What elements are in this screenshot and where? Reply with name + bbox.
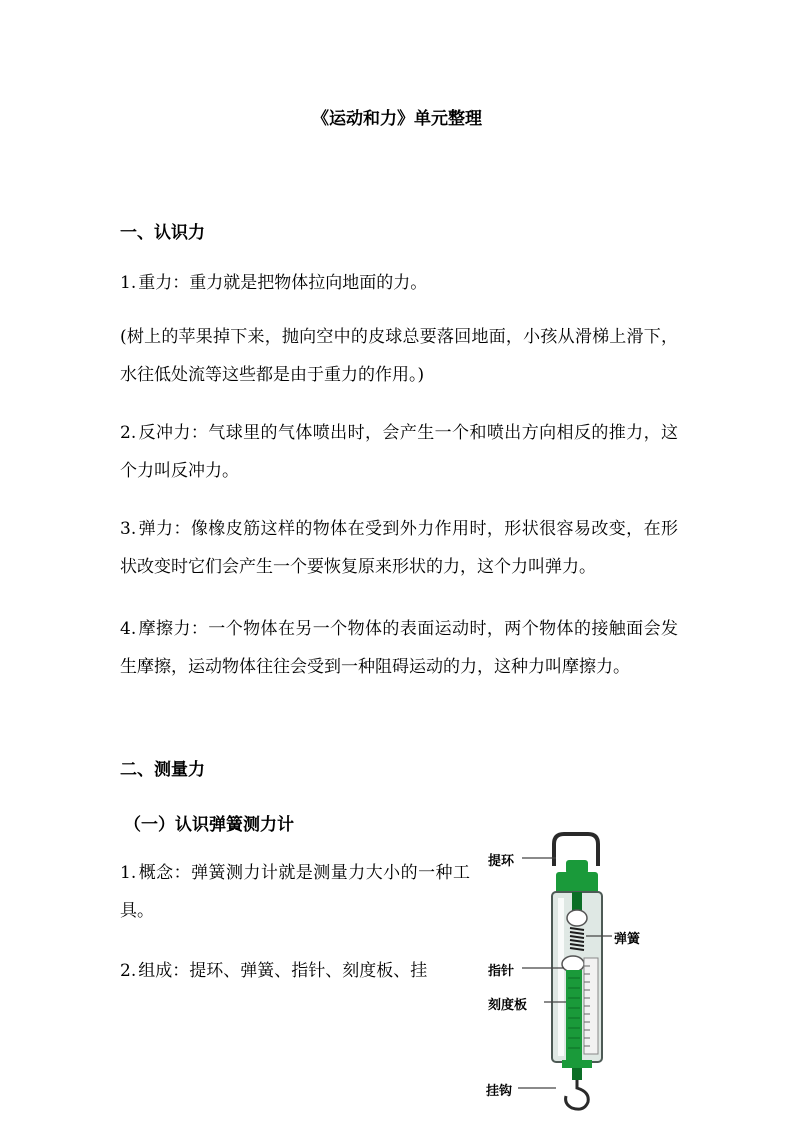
item-composition bbox=[120, 952, 470, 990]
rod-top bbox=[572, 892, 582, 912]
item-number: 2. bbox=[120, 423, 137, 443]
page-title: 《运动和力》单元整理 bbox=[312, 109, 482, 129]
label-hook: 挂钩 bbox=[486, 1084, 513, 1099]
item-number: 3. bbox=[120, 519, 137, 539]
section-heading-measure-force: 二、测量力 bbox=[120, 760, 205, 780]
upper-ring bbox=[567, 910, 587, 926]
item-text: 反冲力：气球里的气体喷出时，会产生一个和喷出方向相反的推力，这个力叫反冲力。 bbox=[120, 423, 678, 481]
item-elastic-force bbox=[120, 510, 678, 586]
bottom-cap bbox=[562, 1060, 592, 1068]
top-cap bbox=[566, 860, 588, 874]
section-heading-recognize-force: 一、认识力 bbox=[120, 223, 205, 243]
spring-scale-figure bbox=[486, 826, 656, 1116]
item-gravity bbox=[120, 264, 678, 302]
bottom-rod bbox=[572, 1068, 582, 1080]
inner-rod bbox=[566, 970, 582, 1060]
pointer-ring bbox=[562, 956, 584, 972]
label-ring: 提环 bbox=[488, 854, 515, 869]
subheading-spring-scale: （一）认识弹簧测力计 bbox=[124, 815, 294, 835]
hook bbox=[566, 1080, 589, 1109]
tube-highlight bbox=[558, 898, 564, 1056]
top-block bbox=[556, 872, 598, 894]
item-friction bbox=[120, 610, 678, 686]
label-pointer: 指针 bbox=[488, 964, 515, 979]
item-number: 2. bbox=[120, 961, 137, 981]
item-number: 4. bbox=[120, 619, 137, 639]
item-concept bbox=[120, 854, 470, 930]
label-scale: 刻度板 bbox=[488, 998, 528, 1013]
item-text: 组成：提环、弹簧、指针、刻度板、挂 bbox=[138, 961, 428, 981]
item-text: 摩擦力：一个物体在另一个物体的表面运动时，两个物体的接触面会发生摩擦，运动物体往往会受到一种阻碍运动的力，这种力叫摩擦力。 bbox=[120, 619, 678, 677]
label-spring: 弹簧 bbox=[614, 932, 641, 947]
gravity-note: (树上的苹果掉下来，抛向空中的皮球总要落回地面，小孩从滑梯上滑下，水往低处流等这些都是由于重力的作用。) bbox=[120, 327, 678, 385]
item-number: 1. bbox=[120, 273, 137, 293]
item-number: 1. bbox=[120, 863, 137, 883]
item-text: 重力：重力就是把物体拉向地面的力。 bbox=[138, 273, 428, 293]
item-text: 概念：弹簧测力计就是测量力大小的一种工具。 bbox=[120, 863, 470, 921]
item-text: 弹力：像橡皮筋这样的物体在受到外力作用时，形状很容易改变，在形状改变时它们会产生一个要恢复原来形状的力，这个力叫弹力。 bbox=[120, 519, 678, 577]
item-recoil-force bbox=[120, 414, 678, 490]
